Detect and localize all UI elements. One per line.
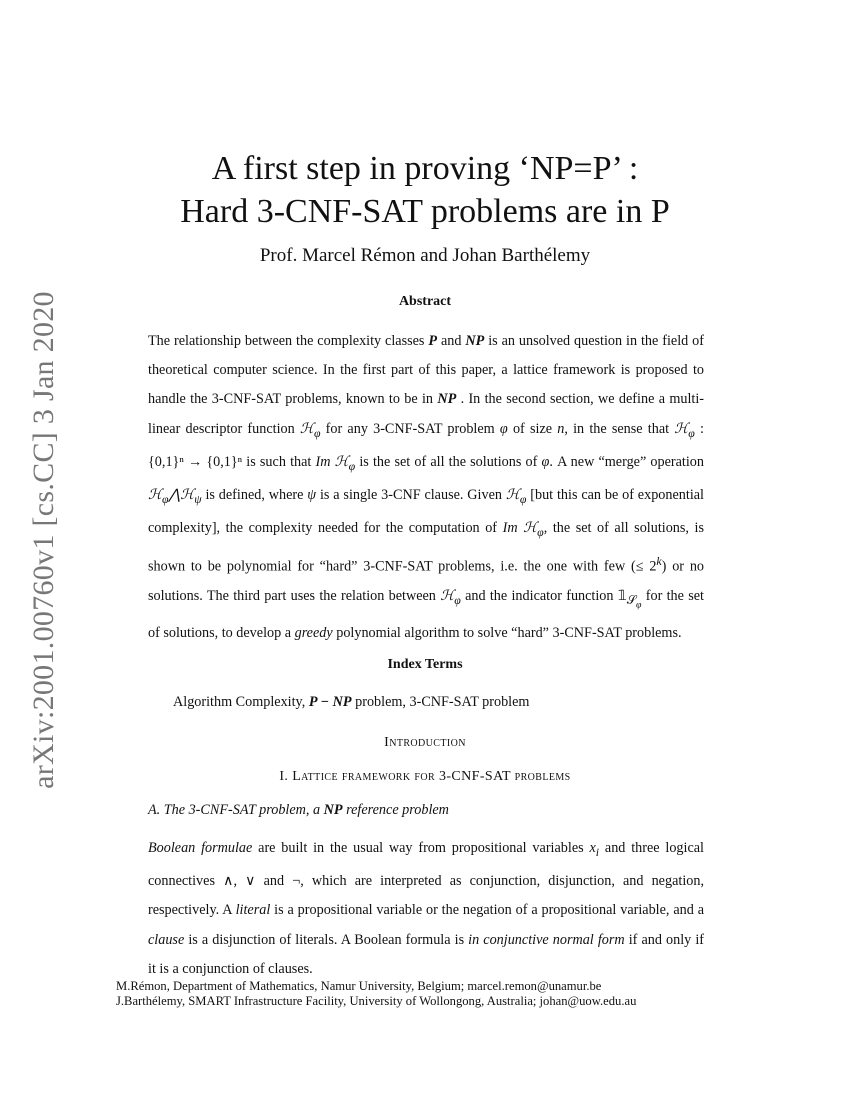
abstract-heading: Abstract <box>398 294 452 309</box>
index-terms-heading: Index Terms <box>387 657 463 672</box>
class-np: NP <box>437 391 457 408</box>
abstract-body <box>148 327 704 648</box>
emphasis-greedy: greedy <box>294 625 333 642</box>
arxiv-identifier: arXiv:2001.00760v1 [cs.CC] 3 Jan 2020 <box>27 291 60 789</box>
arxiv-sidebar-stamp <box>14 291 74 789</box>
math-indicator: $𝟙_{𝒮_\varphi}$ <box>617 587 642 610</box>
math-phi: φ <box>541 453 550 470</box>
authors: Prof. Marcel Rémon and Johan Barthélemy <box>259 245 591 266</box>
math-h-phi: ℋ$_\varphi$ <box>440 587 461 607</box>
class-p: P <box>428 333 438 349</box>
subsection-heading: A. The 3-CNF-SAT problem, a NP reference problem <box>148 802 449 818</box>
section-heading: I. Lattice framework for 3-CNF-SAT problems <box>279 769 571 784</box>
footnote-remon: M.Rémon, Department of Mathematics, Namur University, Belgium; marcel.remon@unamur.be <box>116 979 602 993</box>
math-h-phi: ℋ$_\varphi$ <box>505 486 527 506</box>
body-text <box>148 834 704 984</box>
footnotes <box>116 979 636 1009</box>
index-terms: Algorithm Complexity, P − NP problem, 3-CNF-SAT problem <box>173 694 530 710</box>
title-line-2: Hard 3-CNF-SAT problems are in P <box>180 193 670 230</box>
title-line-1: A first step in proving ‘NP=P’ : <box>211 150 639 187</box>
paper-title <box>0 147 850 233</box>
math-psi: ψ <box>307 486 317 503</box>
math-n: n <box>557 420 565 437</box>
introduction-heading: Introduction <box>384 735 466 750</box>
math-image: Im ℋ$_\varphi$ <box>315 453 356 473</box>
math-k: k <box>656 553 662 568</box>
math-image: Im ℋ$_\varphi$ <box>502 519 544 539</box>
math-phi: φ <box>499 420 508 437</box>
math-mapping: ℋ$_\varphi$ : {0,1}ⁿ → {0,1}ⁿ <box>148 420 704 470</box>
p-np-term: P − NP <box>308 694 352 710</box>
footnote-barthelemy: J.Barthélemy, SMART Infrastructure Facility, University of Wollongong, Australia; johan@uow.edu.au <box>116 994 637 1008</box>
math-xi: $x_i$ <box>589 840 600 859</box>
math-merge: ℋ$_\varphi$⋀ℋ$_\psi$ <box>148 486 202 506</box>
class-np: NP <box>465 333 485 349</box>
abstract-paragraph: The relationship between the complexity classes P and NP is an unsolved question in the field of theoretical computer science. In the first part of this paper, a lattice framework is proposed to handle the 3-CNF-SAT problems, known to be in NP . In the second section, we define a multi-linear descriptor function ℋ$_\varphi$ for any 3-CNF-SAT problem φ of size n, in the sense that ℋ$_\varphi$ : {0,1}ⁿ → {0,1}ⁿ is such that Im ℋ$_\varphi$ is the set of all the solutions of φ. A new “merge” operation ℋ$_\varphi$⋀ℋ$_\psi$ is defined, where ψ is a single 3-CNF clause. Given ℋ$_\varphi$ [but this can be of exponential complexity], the complexity needed for the computation of Im ℋ$_\varphi$, the set of all solutions, is shown to be polynomial for “hard” 3-CNF-SAT problems, i.e. the one with few (≤ $2^k$) or no solutions. The third part uses the relation between ℋ$_\varphi$ and the indicator function $𝟙_{𝒮_\varphi}$ for the set of solutions, to develop a greedy polynomial algorithm to solve “hard” 3-CNF-SAT problems. <box>148 333 705 642</box>
math-h-phi: ℋ$_\varphi$ <box>299 420 321 440</box>
body-paragraph: Boolean formulae are built in the usual way from propositional variables $x_i$ and three logical connectives ∧, ∨ and ¬, which are interpreted as conjunction, disjunction, and negation, respectively. A literal is a propositional variable or the negation of a propositional variable, and a clause is a disjunction of literals. A Boolean formula is in conjunctive normal form if and only if it is a conjunction of clauses. <box>148 840 705 978</box>
